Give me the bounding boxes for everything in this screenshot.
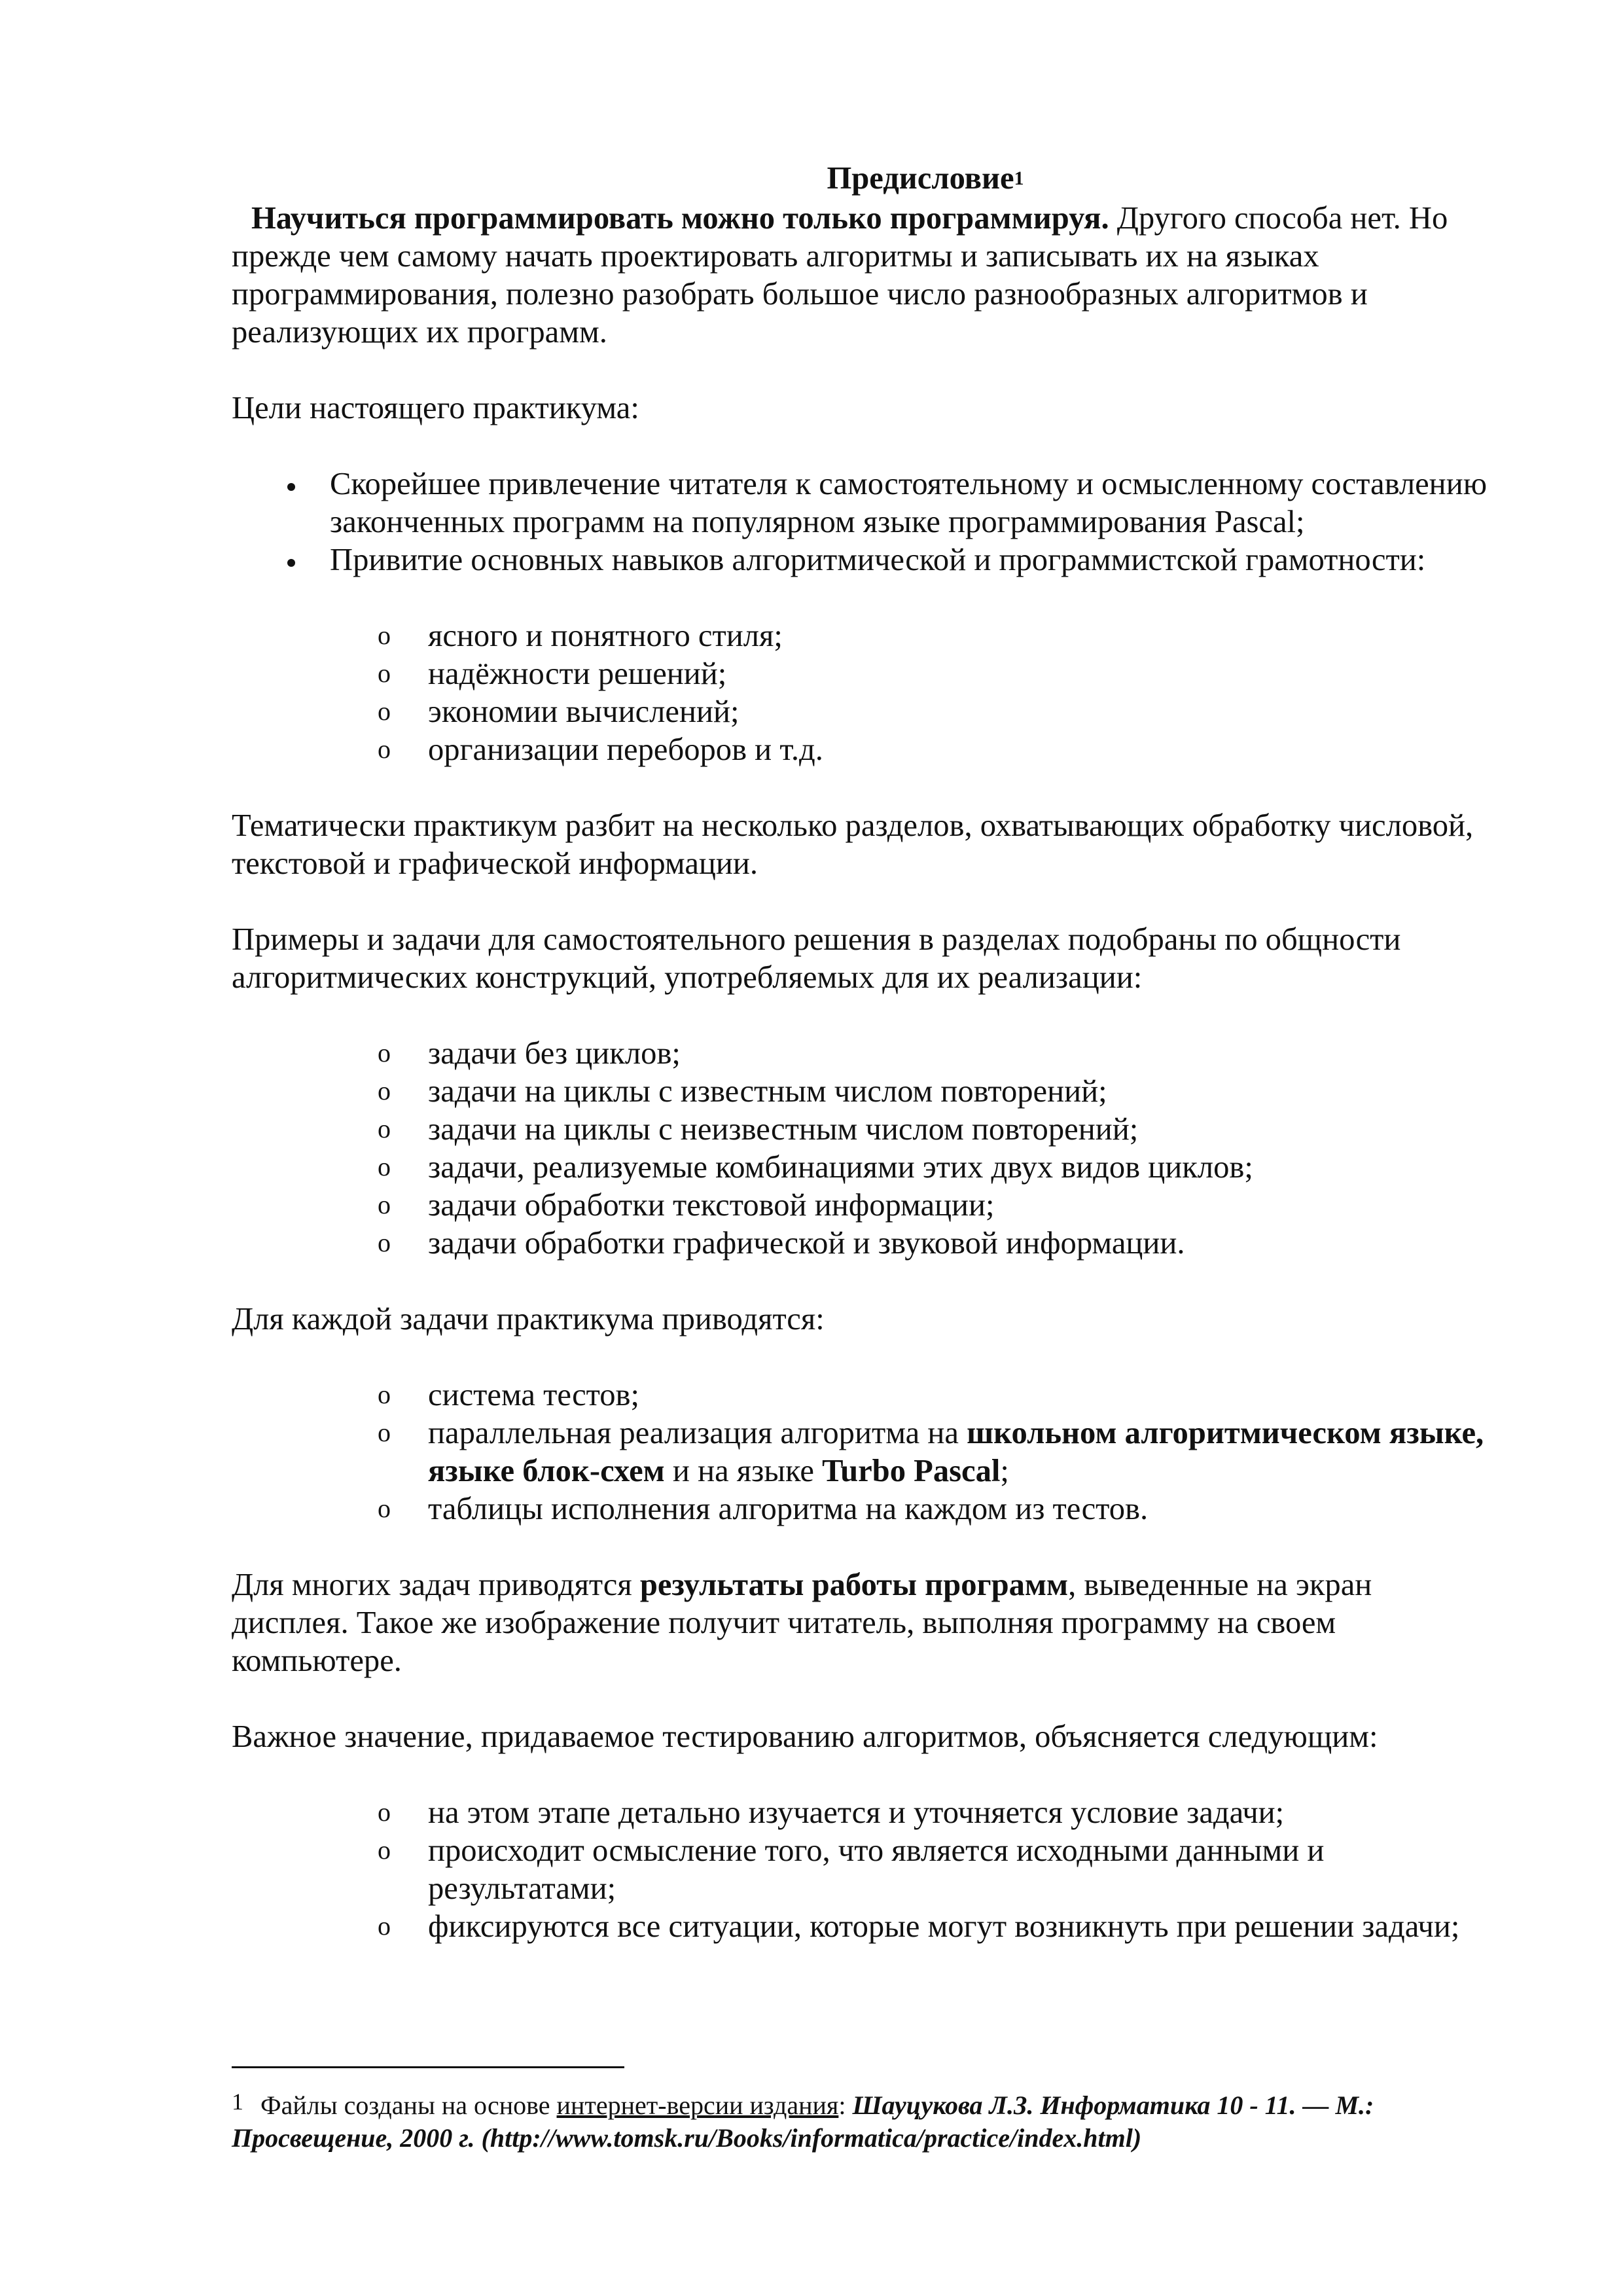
circle-bullet-icon <box>374 1148 394 1186</box>
list-item: Скорейшее привлечение читателя к самостоятельному и осмысленному составлению законченных программ на популярном языке программирования Pascal; <box>232 465 1488 541</box>
list-item: o задачи, реализуемые комбинациями этих двух видов циклов; <box>232 1148 1488 1186</box>
list-item: o задачи на циклы с неизвестным числом повторений; <box>232 1110 1488 1148</box>
list-item: o на этом этапе детально изучается и уточняется условие задачи; <box>232 1793 1488 1831</box>
each-task-heading: Для каждой задачи практикума приводятся: <box>232 1301 825 1336</box>
each-task-list <box>232 1376 1488 1528</box>
list-item: o происходит осмысление того, что является исходными данными и результатами; <box>232 1831 1488 1907</box>
document-body <box>232 157 1488 1945</box>
page-title: Предисловие$^1$ <box>827 160 1024 196</box>
examples-paragraph: Примеры и задачи для самостоятельного решения в разделах подобраны по общности алгоритмических конструкций, употребляемых для их реализации: <box>232 922 1401 995</box>
circle-bullet-icon <box>374 1831 394 1869</box>
list-item: o ясного и понятного стиля; <box>232 617 1488 655</box>
task-types-list <box>232 1034 1488 1262</box>
footnote-separator <box>232 2066 624 2068</box>
footnote-citation: Шауцукова Л.З. Информатика 10 - 11. — М.: Просвещение, 2000 г. (http://www.tomsk.ru/Books/informatica/practice/index.html) <box>232 2090 1374 2153</box>
circle-bullet-icon <box>374 1072 394 1110</box>
list-item: o экономии вычислений; <box>232 692 1488 730</box>
circle-bullet-icon <box>374 1224 394 1262</box>
list-item: o система тестов; <box>232 1376 1488 1414</box>
circle-bullet-icon <box>374 1376 394 1414</box>
circle-bullet-icon <box>374 1034 394 1072</box>
footnote-link[interactable]: интернет-версии издания <box>556 2090 839 2120</box>
title-footnote-mark: 1 <box>1014 168 1024 189</box>
list-item: o таблицы исполнения алгоритма на каждом из тестов. <box>232 1490 1488 1528</box>
list-item: o надёжности решений; <box>232 655 1488 692</box>
circle-bullet-icon <box>374 1907 394 1945</box>
circle-bullet-icon <box>374 1490 394 1528</box>
literacy-list <box>232 617 1488 768</box>
circle-bullet-icon <box>374 617 394 655</box>
goals-list <box>232 465 1488 579</box>
intro-text: Другого способа нет. Но прежде чем самому начать проектировать алгоритмы и записывать их на языках программирования, полезно разобрать большое число разнообразных алгоритмов и реализующих их программ. <box>232 200 1448 350</box>
goals-heading: Цели настоящего практикума: <box>232 390 639 425</box>
circle-bullet-icon <box>374 1414 394 1452</box>
testing-list <box>232 1793 1488 1945</box>
footnote: $^1$ Файлы созданы на основе интернет-версии издания: Шауцукова Л.З. Информатика 10 - 11. — М.: Просвещение, 2000 г. (http://www.tomsk.ru/Books/informatica/practice/index.html) <box>232 2089 1374 2153</box>
circle-bullet-icon <box>374 1186 394 1224</box>
circle-bullet-icon <box>374 1110 394 1148</box>
footnote-mark: 1 <box>232 2089 243 2115</box>
thematic-paragraph: Тематически практикум разбит на несколько разделов, охватывающих обработку числовой, текстовой и графической информации. <box>232 808 1474 881</box>
list-item: o параллельная реализация алгоритма на школьном алгоритмическом языке, языке блок-схем и на языке Turbo Pascal; <box>232 1414 1488 1490</box>
testing-heading: Важное значение, придаваемое тестированию алгоритмов, объясняется следующим: <box>232 1719 1378 1754</box>
circle-bullet-icon <box>374 655 394 692</box>
list-item: o задачи обработки текстовой информации; <box>232 1186 1488 1224</box>
circle-bullet-icon <box>374 1793 394 1831</box>
bullet-icon <box>281 541 301 579</box>
results-paragraph: Для многих задач приводятся результаты работы программ, выведенные на экран дисплея. Такое же изображение получит читатель, выполняя программу на своем компьютере. <box>232 1567 1372 1678</box>
list-item: o задачи на циклы с известным числом повторений; <box>232 1072 1488 1110</box>
list-item: Привитие основных навыков алгоритмической и программистской грамотности: <box>232 541 1488 579</box>
intro-paragraph <box>232 199 1488 351</box>
circle-bullet-icon <box>374 730 394 768</box>
list-item: o задачи обработки графической и звуковой информации. <box>232 1224 1488 1262</box>
bullet-icon <box>281 465 301 503</box>
list-item: o фиксируются все ситуации, которые могут возникнуть при решении задачи; <box>232 1907 1488 1945</box>
list-item: o задачи без циклов; <box>232 1034 1488 1072</box>
intro-bold: Научиться программировать можно только программируя. <box>251 200 1109 236</box>
circle-bullet-icon <box>374 692 394 730</box>
list-item: o организации переборов и т.д. <box>232 730 1488 768</box>
